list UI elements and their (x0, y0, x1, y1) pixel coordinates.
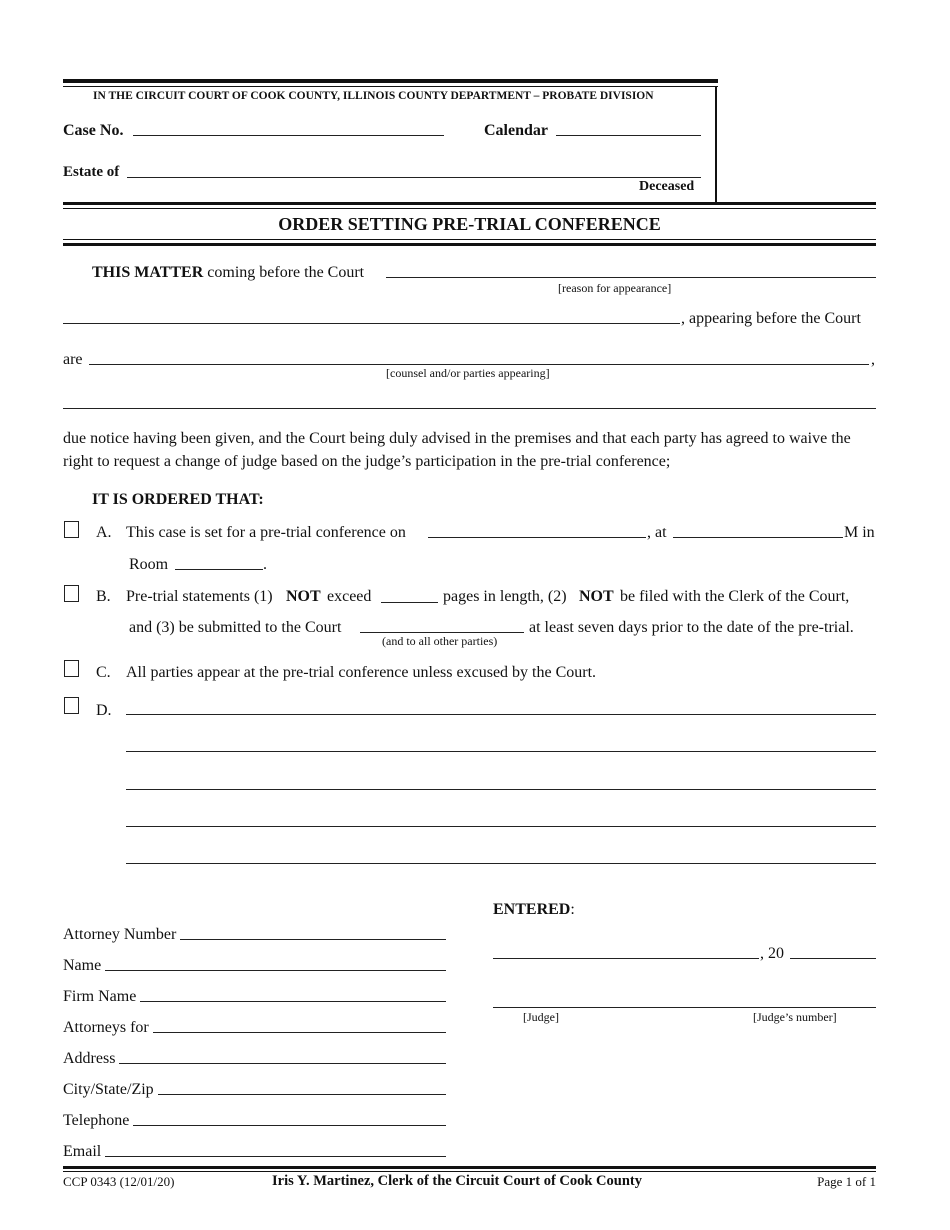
checkbox-b[interactable] (64, 585, 79, 602)
entered-date-field[interactable] (493, 958, 759, 959)
attorney-field-label: City/State/Zip (63, 1081, 154, 1098)
attorney-field-label: Name (63, 957, 102, 974)
judge-number-note: [Judge’s number] (753, 1010, 837, 1024)
attorney-field-input[interactable] (153, 1032, 446, 1033)
appearing-field[interactable] (63, 323, 680, 324)
header-top-rule (63, 79, 718, 83)
attorney-field-row (63, 926, 446, 944)
attorney-field-row (63, 1019, 446, 1037)
conference-date-field[interactable] (428, 537, 646, 538)
header-right-border (715, 86, 717, 204)
title-top-rule (63, 202, 876, 205)
attorney-field-input[interactable] (119, 1063, 446, 1064)
attorney-field-row (63, 1143, 446, 1161)
case-no-label: Case No. (63, 122, 124, 139)
coming-before-text: coming before the Court (207, 264, 365, 281)
room-period: . (263, 556, 267, 573)
item-d-line-5[interactable] (126, 863, 876, 864)
checkbox-d[interactable] (64, 697, 79, 714)
are-label: are (63, 351, 83, 368)
attorney-field-input[interactable] (140, 1001, 446, 1002)
item-c-letter: C. (96, 664, 111, 681)
item-b-not2: NOT (579, 588, 614, 605)
title-bottom-thin-rule (63, 239, 876, 240)
clerk-name: Iris Y. Martinez, Clerk of the Circuit Court of Cook County (272, 1173, 642, 1189)
counsel-field-2[interactable] (63, 408, 876, 409)
attorney-field-row (63, 988, 446, 1006)
trailing-comma: , (871, 351, 875, 368)
counsel-field[interactable] (89, 364, 869, 365)
attorney-field-input[interactable] (180, 939, 446, 940)
attorney-field-label: Attorney Number (63, 926, 177, 943)
entered-label: ENTERED (493, 901, 571, 918)
year-prefix: , 20 (760, 945, 784, 962)
judge-note: [Judge] (523, 1010, 559, 1024)
footer-thin-rule (63, 1171, 876, 1172)
deceased-label: Deceased (639, 179, 695, 194)
attorney-field-row (63, 1112, 446, 1130)
attorney-field-input[interactable] (105, 1156, 446, 1157)
attorney-field-label: Firm Name (63, 988, 137, 1005)
item-b-text2: exceed (327, 588, 372, 605)
attorney-field-label: Email (63, 1143, 102, 1160)
calendar-label: Calendar (484, 122, 548, 139)
this-matter-bold: THIS MATTER (92, 264, 204, 281)
item-b-note: (and to all other parties) (382, 634, 498, 648)
room-label: Room (129, 556, 169, 573)
attorney-field-label: Telephone (63, 1112, 130, 1129)
form-id: CCP 0343 (12/01/20) (63, 1174, 175, 1189)
attorney-field-row (63, 1081, 446, 1099)
attorney-field-row (63, 957, 446, 975)
item-d-line-3[interactable] (126, 789, 876, 790)
footer-rule (63, 1166, 876, 1169)
reason-note: [reason for appearance] (558, 281, 672, 295)
attorney-field-input[interactable] (158, 1094, 446, 1095)
conference-time-field[interactable] (673, 537, 843, 538)
item-d-line-2[interactable] (126, 751, 876, 752)
entered-colon: : (570, 901, 575, 918)
attorney-field-label: Address (63, 1050, 116, 1067)
page-number: Page 1 of 1 (817, 1174, 876, 1189)
page-title: ORDER SETTING PRE-TRIAL CONFERENCE (278, 214, 661, 234)
estate-label: Estate of (63, 164, 120, 180)
attorney-field-input[interactable] (105, 970, 446, 971)
reason-field[interactable] (386, 277, 876, 278)
item-a-text: This case is set for a pre-trial conference on (126, 524, 406, 541)
item-d-line-1[interactable] (126, 714, 876, 715)
item-b-text3: pages in length, (2) (443, 588, 567, 605)
title-bottom-rule (63, 243, 876, 246)
item-b-text1: Pre-trial statements (1) (126, 588, 273, 605)
estate-field[interactable] (127, 177, 701, 178)
page-limit-field[interactable] (381, 602, 438, 603)
attorney-field-row (63, 1050, 446, 1068)
item-b-text6: at least seven days prior to the date of the pre-trial. (529, 619, 854, 636)
checkbox-c[interactable] (64, 660, 79, 677)
notice-paragraph: due notice having been given, and the Court being duly advised in the premises and that each party has agreed to waive the right to request a change of judge based on the judge’s participation in the pre-trial conference; (63, 430, 851, 470)
item-b-text5: and (3) be submitted to the Court (129, 619, 342, 636)
year-field[interactable] (790, 958, 876, 959)
item-b-letter: B. (96, 588, 111, 605)
appearing-text: , appearing before the Court (681, 310, 861, 327)
attorney-field-input[interactable] (133, 1125, 446, 1126)
calendar-field[interactable] (556, 135, 701, 136)
submitted-to-field[interactable] (360, 632, 524, 633)
item-a-m-in: M in (844, 524, 875, 541)
entered-line (493, 901, 575, 919)
item-d-line-4[interactable] (126, 826, 876, 827)
room-field[interactable] (175, 569, 263, 570)
item-a-at: , at (647, 524, 667, 541)
court-line: IN THE CIRCUIT COURT OF COOK COUNTY, ILLINOIS COUNTY DEPARTMENT – PROBATE DIVISION (93, 90, 654, 102)
ordered-heading: IT IS ORDERED THAT: (92, 491, 264, 508)
item-a-letter: A. (96, 524, 112, 541)
header-top-thin-rule (63, 86, 718, 87)
attorney-field-label: Attorneys for (63, 1019, 149, 1036)
judge-signature-field[interactable] (493, 1007, 876, 1008)
item-b-text4: be filed with the Clerk of the Court, (620, 588, 850, 605)
checkbox-a[interactable] (64, 521, 79, 538)
item-c-text: All parties appear at the pre-trial conference unless excused by the Court. (126, 664, 597, 681)
counsel-note: [counsel and/or parties appearing] (386, 366, 550, 380)
this-matter-line (92, 264, 364, 282)
case-no-field[interactable] (133, 135, 444, 136)
title-top-thin-rule (63, 208, 876, 209)
item-d-letter: D. (96, 702, 112, 719)
item-b-not1: NOT (286, 588, 321, 605)
